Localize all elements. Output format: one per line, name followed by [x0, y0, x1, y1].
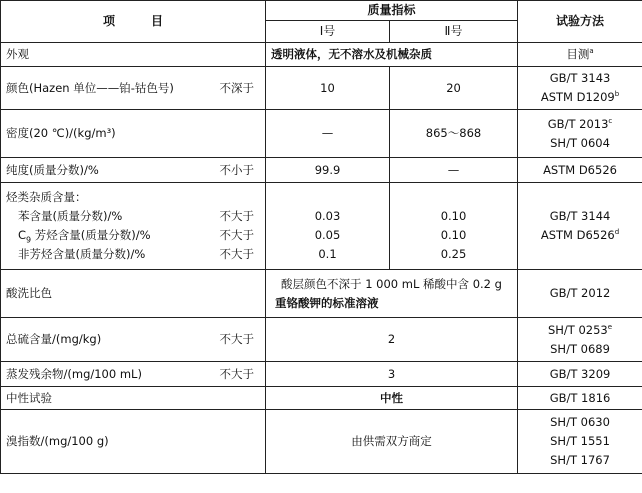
neutrality-method: GB/T 1816	[518, 387, 642, 410]
acid-wash-method: GB/T 2012	[518, 270, 642, 318]
bromine-method: SH/T 0630 SH/T 1551 SH/T 1767	[518, 410, 642, 474]
purity-method: ASTM D6526	[518, 158, 642, 183]
header-test-method: 试验方法	[518, 1, 642, 43]
purity-item: 纯度(质量分数)/% 不小于	[1, 158, 266, 183]
table-row-sulfur	[1, 318, 642, 362]
acid-wash-item: 酸洗比色	[1, 270, 266, 318]
header-item: 项 目	[1, 1, 266, 43]
density-grade-1: —	[266, 110, 390, 158]
neutrality-item: 中性试验	[1, 387, 266, 410]
table-row-evaporation	[1, 362, 642, 387]
bromine-value: 由供需双方商定	[266, 410, 518, 474]
appearance-value: 透明液体，无不溶水及机械杂质	[266, 43, 518, 67]
appearance-method: 目测$^a$	[518, 43, 642, 67]
hydrocarbon-grade-2: 0.10 0.10 0.25	[390, 183, 518, 270]
table-row-bromine	[1, 410, 642, 474]
table-row-purity	[1, 158, 642, 183]
hydrocarbon-method: GB/T 3144 ASTM D6526$^d$	[518, 183, 642, 270]
sulfur-item: 总硫含量/(mg/kg) 不大于	[1, 318, 266, 362]
table-row-appearance	[1, 43, 642, 67]
bromine-item: 溴指数/(mg/100 g)	[1, 410, 266, 474]
table-row-density	[1, 110, 642, 158]
density-grade-2: 865～868	[390, 110, 518, 158]
purity-grade-1: 99.9	[266, 158, 390, 183]
header-quality-index: 质量指标	[266, 1, 518, 21]
sulfur-method: SH/T 0253e SH/T 0689	[518, 318, 642, 362]
density-item: 密度(20 ℃)/(kg/m³)	[1, 110, 266, 158]
density-method: GB/T 2013$^c$ SH/T 0604	[518, 110, 642, 158]
evaporation-item: 蒸发残余物/(mg/100 mL) 不大于	[1, 362, 266, 387]
table-row-acid-wash	[1, 270, 642, 318]
color-item: 颜色(Hazen 单位——铂-钴色号) 不深于	[1, 67, 266, 110]
evaporation-value: 3	[266, 362, 518, 387]
color-grade-2: 20	[390, 67, 518, 110]
hydrocarbon-grade-1: 0.03 0.05 0.1	[266, 183, 390, 270]
table-row-neutrality	[1, 387, 642, 410]
neutrality-value: 中性	[266, 387, 518, 410]
header-grade-1: Ⅰ号	[266, 21, 390, 43]
color-grade-1: 10	[266, 67, 390, 110]
color-method: GB/T 3143 ASTM D1209$^b$	[518, 67, 642, 110]
table-row-hydrocarbon	[1, 183, 642, 270]
evaporation-method: GB/T 3209	[518, 362, 642, 387]
table-row-color	[1, 67, 642, 110]
sulfur-value: 2	[266, 318, 518, 362]
hydrocarbon-title: 烃类杂质含量：	[6, 190, 87, 204]
appearance-item: 外观	[1, 43, 266, 67]
header-grade-2: Ⅱ号	[390, 21, 518, 43]
purity-grade-2: —	[390, 158, 518, 183]
hydrocarbon-item: 烃类杂质含量： 苯含量(质量分数)/% 不大于 $C_9$ 芳烃含量(质量分数)/% 不大于 非芳烃含量(质量分数)/% 不大于	[1, 183, 266, 270]
acid-wash-value: 酸层颜色不深于 1 000 mL 稀酸中含 0.2 g 重铬酸钾的标准溶液	[266, 270, 518, 318]
